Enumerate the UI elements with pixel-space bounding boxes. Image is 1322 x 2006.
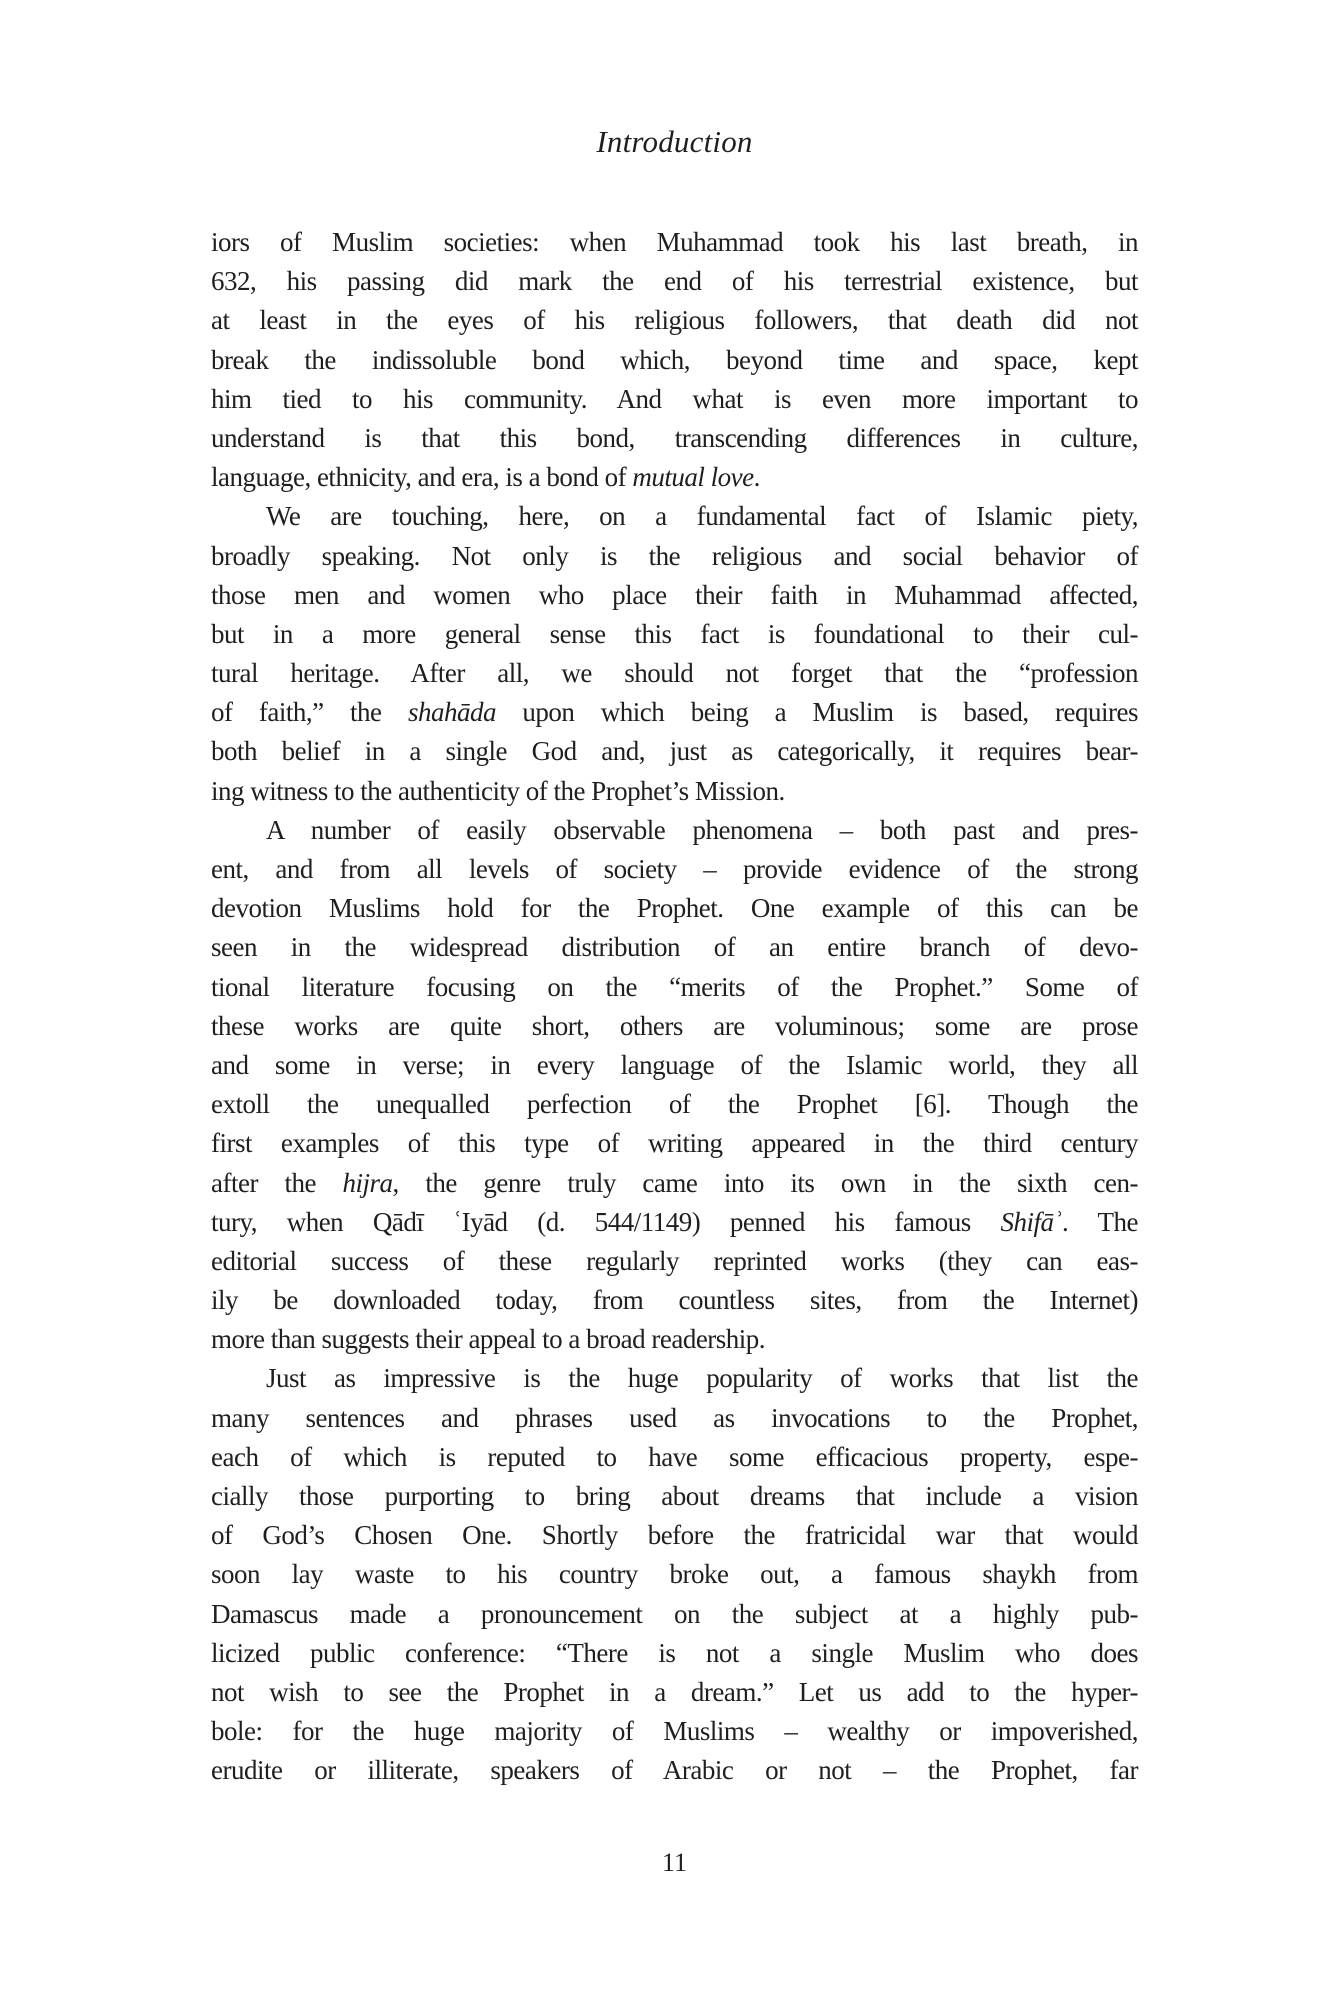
text-line [211,419,1138,458]
text-line [211,223,1138,262]
text-run: upon which being a Muslim is based, requires [495,697,1138,728]
text-run: language, ethnicity, and era, is a bond of [211,462,633,493]
text-run: extoll the unequalled perfection of the Prophet [6]. Though the [211,1089,1138,1120]
text-line [211,458,1138,497]
text-line [211,1399,1138,1438]
text-run: those men and women who place their faith in Muhammad affected, [211,579,1138,610]
text-line [211,1046,1138,1085]
page-number: 11 [661,1848,688,1877]
text-run: and some in verse; in every language of the Islamic world, they all [211,1049,1138,1080]
text-run: bole: for the huge majority of Muslims – wealthy or impoverished, [211,1716,1138,1747]
text-run: Damascus made a pronouncement on the subject at a highly pub- [211,1598,1138,1629]
text-line [211,262,1138,301]
text-run: understand is that this bond, transcending differences in culture, [211,422,1138,453]
text-line [211,850,1138,889]
text-line [211,1320,1138,1359]
text-line [211,537,1138,576]
text-line [211,1595,1138,1634]
text-run: after the [211,1167,343,1198]
text-line [211,654,1138,693]
text-run: soon lay waste to his country broke out, a famous shaykh from [211,1559,1138,1590]
text-run: break the indissoluble bond which, beyond time and space, kept [211,344,1138,375]
text-run: tury, when Qādī ʿIyād (d. 544/1149) penned his famous [211,1206,1001,1237]
text-run: not wish to see the Prophet in a dream.” Let us add to the hyper- [211,1676,1138,1707]
text-run: A number of easily observable phenomena – both past and pres- [266,814,1138,845]
text-run: seen in the widespread distribution of an entire branch of devo- [211,932,1138,963]
text-run: of faith,” the [211,697,408,728]
text-run: both belief in a single God and, just as categorically, it requires bear- [211,736,1138,767]
text-line [211,968,1138,1007]
text-line [211,772,1138,811]
text-line [211,1751,1138,1790]
text-run: cially those purporting to bring about dreams that include a vision [211,1481,1138,1511]
text-run: tural heritage. After all, we should not forget that the “profession [211,658,1138,689]
text-line [211,1281,1138,1320]
text-run: each of which is reputed to have some efficacious property, espe- [211,1441,1138,1472]
italic-text-run: shahāda [407,697,496,728]
text-line [211,693,1138,732]
text-run: broadly speaking. Not only is the religious and social behavior of [211,540,1138,571]
text-line [211,1673,1138,1712]
text-run: more than suggests their appeal to a broad readership. [211,1324,766,1355]
text-line [211,497,1138,536]
italic-text-run: hijra [342,1167,393,1198]
text-run: editorial success of these regularly reprinted works (they can eas- [211,1245,1138,1276]
italic-text-run: mutual love [632,462,754,493]
text-run: erudite or illiterate, speakers of Arabic or not – the Prophet, far [211,1755,1138,1786]
text-run: him tied to his community. And what is even more important to [211,383,1138,414]
text-line [211,1516,1138,1555]
text-line [211,576,1138,615]
text-line [211,1555,1138,1594]
text-line [211,1124,1138,1163]
text-line [211,1438,1138,1477]
text-line [211,615,1138,654]
body-text [211,223,1138,1791]
text-line [211,341,1138,380]
text-line [211,732,1138,771]
text-line [211,301,1138,340]
text-line [211,1359,1138,1398]
text-run: many sentences and phrases used as invocations to the Prophet, [211,1402,1138,1433]
text-run: first examples of this type of writing appeared in the third century [211,1128,1138,1159]
text-run: We are touching, here, on a fundamental fact of Islamic piety, [266,501,1138,532]
text-run: tional literature focusing on the “merits of the Prophet.” Some of [211,971,1138,1002]
text-line [211,1712,1138,1751]
text-run: at least in the eyes of his religious followers, that death did not [211,305,1138,336]
text-line [211,1634,1138,1673]
text-line [211,928,1138,967]
text-line [211,1007,1138,1046]
chapter-title: Introduction [596,124,753,159]
text-run: but in a more general sense this fact is foundational to their cul- [211,618,1138,649]
text-run: 632, his passing did mark the end of his terrestrial existence, but [211,266,1138,297]
text-run: ily be downloaded today, from countless sites, from the Internet) [211,1285,1138,1316]
text-line [211,1164,1138,1203]
text-line [211,1203,1138,1242]
text-line [211,1085,1138,1124]
text-line [211,811,1138,850]
text-line [211,889,1138,928]
text-line [211,380,1138,419]
text-run: . The [1062,1206,1138,1237]
text-run: , the genre truly came into its own in the sixth cen- [392,1167,1139,1198]
text-run: . [753,462,760,493]
text-run: licized public conference: “There is not a single Muslim who does [211,1637,1138,1668]
text-line [211,1242,1138,1281]
text-run: these works are quite short, others are voluminous; some are prose [211,1010,1138,1041]
text-run: devotion Muslims hold for the Prophet. One example of this can be [211,893,1138,924]
text-run: Just as impressive is the huge popularity of works that list the [266,1363,1138,1394]
text-run: iors of Muslim societies: when Muhammad took his last breath, in [211,227,1138,257]
text-line [211,1477,1138,1516]
text-run: ing witness to the authenticity of the Prophet’s Mission. [211,775,785,806]
text-run: of God’s Chosen One. Shortly before the fratricidal war that would [211,1520,1138,1551]
italic-text-run: Shifāʾ [1000,1206,1063,1237]
text-run: ent, and from all levels of society – provide evidence of the strong [211,854,1138,884]
